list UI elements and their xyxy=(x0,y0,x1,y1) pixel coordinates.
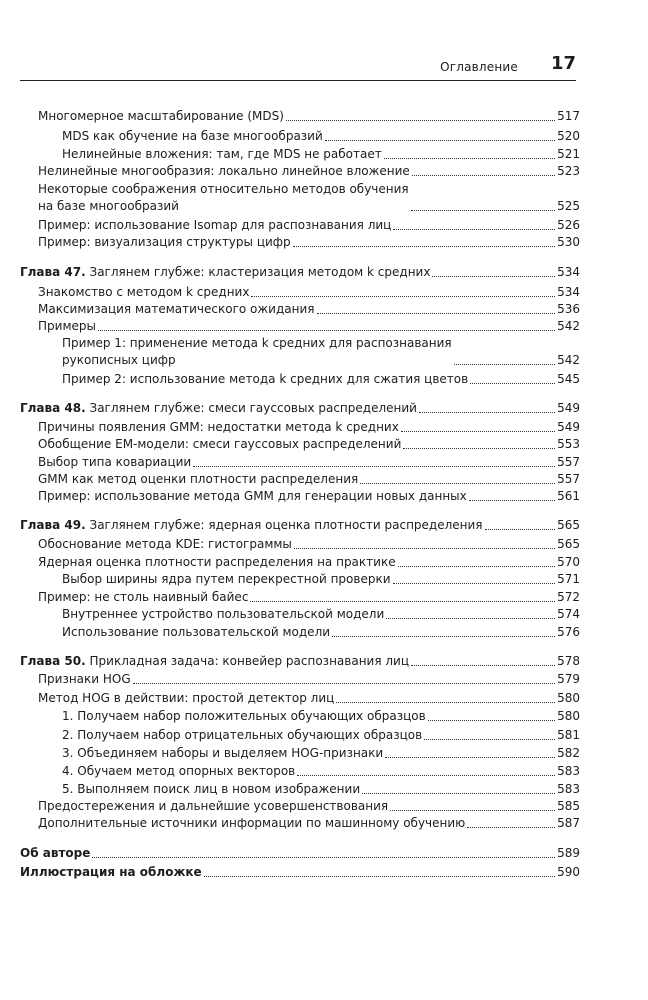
toc-entry-title: Метод HOG в действии: простой детектор лиц xyxy=(38,691,335,705)
toc-page-number: 526 xyxy=(557,218,580,232)
toc-entry xyxy=(62,727,580,744)
toc-entry-title: Дополнительные источники информации по машинному обучению xyxy=(38,816,466,830)
toc-entry-title: Предостережения и дальнейшие усовершенствования xyxy=(38,799,389,813)
toc-page-number: 521 xyxy=(557,147,580,161)
toc-chapter-entry xyxy=(20,517,580,534)
toc-entry xyxy=(38,471,580,488)
dot-leader xyxy=(293,246,555,247)
toc-entry-label xyxy=(38,234,291,251)
toc-page-number: 580 xyxy=(557,709,580,723)
toc-entry-title: Прикладная задача: конвейер распознавания лиц xyxy=(89,654,410,668)
toc-entry xyxy=(38,690,580,707)
toc-entry-label xyxy=(38,163,410,180)
toc-entry xyxy=(38,301,580,318)
toc-entry-title: Максимизация математического ожидания xyxy=(38,302,315,316)
toc-entry-title: Пример: не столь наивный байес xyxy=(38,590,249,604)
chapter-number: Глава 48. xyxy=(20,401,86,415)
toc-entry-title: Пример: использование Isomap для распознавания лиц xyxy=(38,218,392,232)
toc-entry-title: Многомерное масштабирование (MDS) xyxy=(38,109,284,123)
toc-page-number: 574 xyxy=(557,607,580,621)
dot-leader xyxy=(384,158,555,159)
toc-entry-label xyxy=(38,589,248,606)
toc-page-number: 565 xyxy=(557,537,580,551)
toc-entry-title: 2. Получаем набор отрицательных обучающих образцов xyxy=(62,728,423,742)
dot-leader xyxy=(454,364,555,365)
dot-leader xyxy=(470,383,555,384)
toc-entry-title: Пример 2: использование метода k средних для сжатия цветов xyxy=(62,372,469,386)
toc-entry-title: Нелинейные многообразия: локально линейное вложение xyxy=(38,164,410,178)
dot-leader xyxy=(428,720,555,721)
toc-entry-label xyxy=(38,815,465,832)
toc-chapter-entry xyxy=(20,400,580,417)
dot-leader xyxy=(325,140,555,141)
toc-entry xyxy=(62,763,580,780)
toc-entry-title: Обобщение EM-модели: смеси гауссовых распределений xyxy=(38,437,402,451)
toc-entry xyxy=(38,108,580,125)
toc-entry-label xyxy=(62,727,422,744)
toc-entry-label xyxy=(20,264,430,281)
toc-chapter-entry xyxy=(20,864,580,881)
toc-page-number: 561 xyxy=(557,489,580,503)
toc-page-number: 565 xyxy=(557,518,580,532)
dot-leader xyxy=(412,175,555,176)
toc-entry-title: 4. Обучаем метод опорных векторов xyxy=(62,764,296,778)
dot-leader xyxy=(467,827,555,828)
toc-entry-title: Пример: использование метода GMM для генерации новых данных xyxy=(38,489,467,503)
toc-entry-title: Об авторе xyxy=(20,846,91,860)
dot-leader xyxy=(485,529,556,530)
toc-entry xyxy=(62,335,580,369)
toc-page-number: 589 xyxy=(557,846,580,860)
toc-entry-label xyxy=(38,301,315,318)
toc-entry-label xyxy=(38,217,391,234)
dot-leader xyxy=(403,448,555,449)
dot-leader xyxy=(398,566,556,567)
dot-leader xyxy=(133,683,555,684)
toc-entry-title: Внутреннее устройство пользовательской модели xyxy=(62,607,385,621)
toc-page-number: 576 xyxy=(557,625,580,639)
toc-entry xyxy=(38,436,580,453)
toc-entry xyxy=(62,128,580,145)
toc-page-number: 530 xyxy=(557,235,580,249)
dot-leader xyxy=(250,601,555,602)
toc-chapter-entry xyxy=(20,845,580,862)
dot-leader xyxy=(411,665,555,666)
toc-entry-title: Заглянем глубже: ядерная оценка плотности распределения xyxy=(89,518,483,532)
toc-page-number: 536 xyxy=(557,302,580,316)
toc-entry xyxy=(62,745,580,762)
dot-leader xyxy=(360,483,555,484)
toc-entry-label-line: на базе многообразий xyxy=(38,199,179,213)
toc-entry xyxy=(38,815,580,832)
dot-leader xyxy=(286,120,555,121)
toc-entry-title: Заглянем глубже: смеси гауссовых распределений xyxy=(89,401,417,415)
toc-entry xyxy=(62,624,580,641)
toc-entry-label xyxy=(38,554,396,571)
toc-entry-label xyxy=(38,536,292,553)
toc-entry-label xyxy=(62,371,468,388)
toc-page-number: 579 xyxy=(557,672,580,686)
dot-leader xyxy=(424,739,555,740)
toc-entry-title: Ядерная оценка плотности распределения на практике xyxy=(38,555,396,569)
toc-page-number: 557 xyxy=(557,472,580,486)
toc-page-number: 542 xyxy=(557,319,580,333)
toc-entry-label xyxy=(20,845,90,862)
toc-entry-label xyxy=(38,419,399,436)
toc-entry-label xyxy=(62,708,426,725)
toc-entry-label xyxy=(38,181,409,215)
toc-entry xyxy=(62,606,580,623)
toc-entry-label xyxy=(62,606,384,623)
toc-entry xyxy=(38,554,580,571)
toc-page-number: 534 xyxy=(557,285,580,299)
toc-page-number: 583 xyxy=(557,764,580,778)
toc-page-number: 542 xyxy=(557,353,580,367)
toc-entry-label xyxy=(38,454,191,471)
toc-entry-title: Выбор типа ковариации xyxy=(38,455,192,469)
dot-leader xyxy=(411,210,555,211)
toc-page-number: 549 xyxy=(557,401,580,415)
toc-entry-label xyxy=(38,471,358,488)
toc-entry-title: Заглянем глубже: кластеризация методом k средних xyxy=(89,265,431,279)
toc-page-number: 557 xyxy=(557,455,580,469)
toc-entry xyxy=(38,318,580,335)
toc-entry xyxy=(38,454,580,471)
toc-entry-label xyxy=(38,436,401,453)
toc-entry xyxy=(38,798,580,815)
toc-entry-title: GMM как метод оценки плотности распределения xyxy=(38,472,359,486)
toc-entry-label xyxy=(20,653,409,670)
toc-entry-title: Признаки HOG xyxy=(38,672,131,686)
toc-entry xyxy=(62,708,580,725)
toc-entry-label xyxy=(62,335,452,369)
toc-entry xyxy=(38,488,580,505)
toc-page-number: 578 xyxy=(557,654,580,668)
dot-leader xyxy=(386,618,555,619)
dot-leader xyxy=(432,276,555,277)
toc-entry xyxy=(62,571,580,588)
chapter-number: Глава 47. xyxy=(20,265,86,279)
toc-entry-label xyxy=(20,517,483,534)
chapter-number: Глава 49. xyxy=(20,518,86,532)
toc-entry-label xyxy=(62,763,295,780)
dot-leader xyxy=(401,431,555,432)
toc-page-number: 572 xyxy=(557,590,580,604)
toc-page-number: 583 xyxy=(557,782,580,796)
dot-leader xyxy=(336,702,555,703)
toc-chapter-entry xyxy=(20,653,580,670)
toc-page-number: 590 xyxy=(557,865,580,879)
toc-entry-label xyxy=(20,400,417,417)
toc-page-number: 582 xyxy=(557,746,580,760)
dot-leader xyxy=(393,229,555,230)
toc-page-number: 581 xyxy=(557,728,580,742)
dot-leader xyxy=(297,775,555,776)
dot-leader xyxy=(294,548,555,549)
toc-page-number: 580 xyxy=(557,691,580,705)
toc-page-number: 517 xyxy=(557,109,580,123)
toc-page-number: 587 xyxy=(557,816,580,830)
toc-entry-label xyxy=(38,318,96,335)
toc-entry-title: Обоснование метода KDE: гистограммы xyxy=(38,537,292,551)
toc-page-number: 585 xyxy=(557,799,580,813)
toc-entry-label xyxy=(38,798,388,815)
toc-entry-label xyxy=(20,864,202,881)
toc-entry-label xyxy=(38,671,131,688)
running-title: Оглавление xyxy=(440,60,518,74)
toc-entry xyxy=(38,419,580,436)
toc-entry xyxy=(38,671,580,688)
toc-entry-label-line: рукописных цифр xyxy=(62,353,176,367)
toc-page-number: 525 xyxy=(557,199,580,213)
toc-entry-title: 3. Объединяем наборы и выделяем HOG-признаки xyxy=(62,746,384,760)
dot-leader xyxy=(469,500,555,501)
toc-chapter-entry xyxy=(20,264,580,281)
toc-page-number: 545 xyxy=(557,372,580,386)
toc-entry xyxy=(38,589,580,606)
toc-entry-label-line: Некоторые соображения относительно методов обучения xyxy=(38,182,409,196)
dot-leader xyxy=(204,876,555,877)
toc-entry-title: Использование пользовательской модели xyxy=(62,625,331,639)
toc-entry xyxy=(62,371,580,388)
toc-entry-title: Пример: визуализация структуры цифр xyxy=(38,235,291,249)
toc-entry-label xyxy=(38,108,284,125)
page-number: 17 xyxy=(550,53,576,74)
dot-leader xyxy=(419,412,555,413)
dot-leader xyxy=(92,857,555,858)
dot-leader xyxy=(98,330,555,331)
toc-entry-label xyxy=(62,745,383,762)
toc-entry-title: MDS как обучение на базе многообразий xyxy=(62,129,323,143)
toc-entry xyxy=(38,217,580,234)
toc-entry-title: Причины появления GMM: недостатки метода k средних xyxy=(38,420,399,434)
toc-entry-label xyxy=(38,488,467,505)
toc-page-number: 553 xyxy=(557,437,580,451)
toc-entry xyxy=(62,781,580,798)
toc-page-number: 570 xyxy=(557,555,580,569)
dot-leader xyxy=(393,583,556,584)
dot-leader xyxy=(193,466,555,467)
toc-page-number: 534 xyxy=(557,265,580,279)
toc-entry-label xyxy=(38,284,249,301)
chapter-number: Глава 50. xyxy=(20,654,86,668)
toc-entry-label xyxy=(62,781,360,798)
toc-entry-title: Иллюстрация на обложке xyxy=(20,865,202,879)
toc-entry-title: Выбор ширины ядра путем перекрестной проверки xyxy=(62,572,391,586)
toc-entry xyxy=(38,163,580,180)
toc-entry-label xyxy=(38,690,334,707)
toc-entry-title: Нелинейные вложения: там, где MDS не работает xyxy=(62,147,382,161)
toc-page-number: 520 xyxy=(557,129,580,143)
toc-page-number: 523 xyxy=(557,164,580,178)
dot-leader xyxy=(332,636,555,637)
toc-entry xyxy=(62,146,580,163)
toc-entry-title: 5. Выполняем поиск лиц в новом изображении xyxy=(62,782,361,796)
toc-entry-title: Примеры xyxy=(38,319,96,333)
toc-entry-title: 1. Получаем набор положительных обучающих образцов xyxy=(62,709,426,723)
toc-entry-label xyxy=(62,571,391,588)
toc-page-number: 549 xyxy=(557,420,580,434)
toc-entry-label xyxy=(62,624,330,641)
toc-entry-title: Знакомство с методом k средних xyxy=(38,285,250,299)
dot-leader xyxy=(317,313,556,314)
toc-page-number: 571 xyxy=(557,572,580,586)
toc-entry xyxy=(38,284,580,301)
toc-entry-label xyxy=(62,146,382,163)
dot-leader xyxy=(362,793,555,794)
dot-leader xyxy=(385,757,555,758)
dot-leader xyxy=(251,296,555,297)
toc-entry xyxy=(38,181,580,215)
toc-entry xyxy=(38,234,580,251)
toc-entry xyxy=(38,536,580,553)
toc-entry-label-line: Пример 1: применение метода k средних для распознавания xyxy=(62,336,452,350)
dot-leader xyxy=(390,810,555,811)
toc-entry-label xyxy=(62,128,323,145)
